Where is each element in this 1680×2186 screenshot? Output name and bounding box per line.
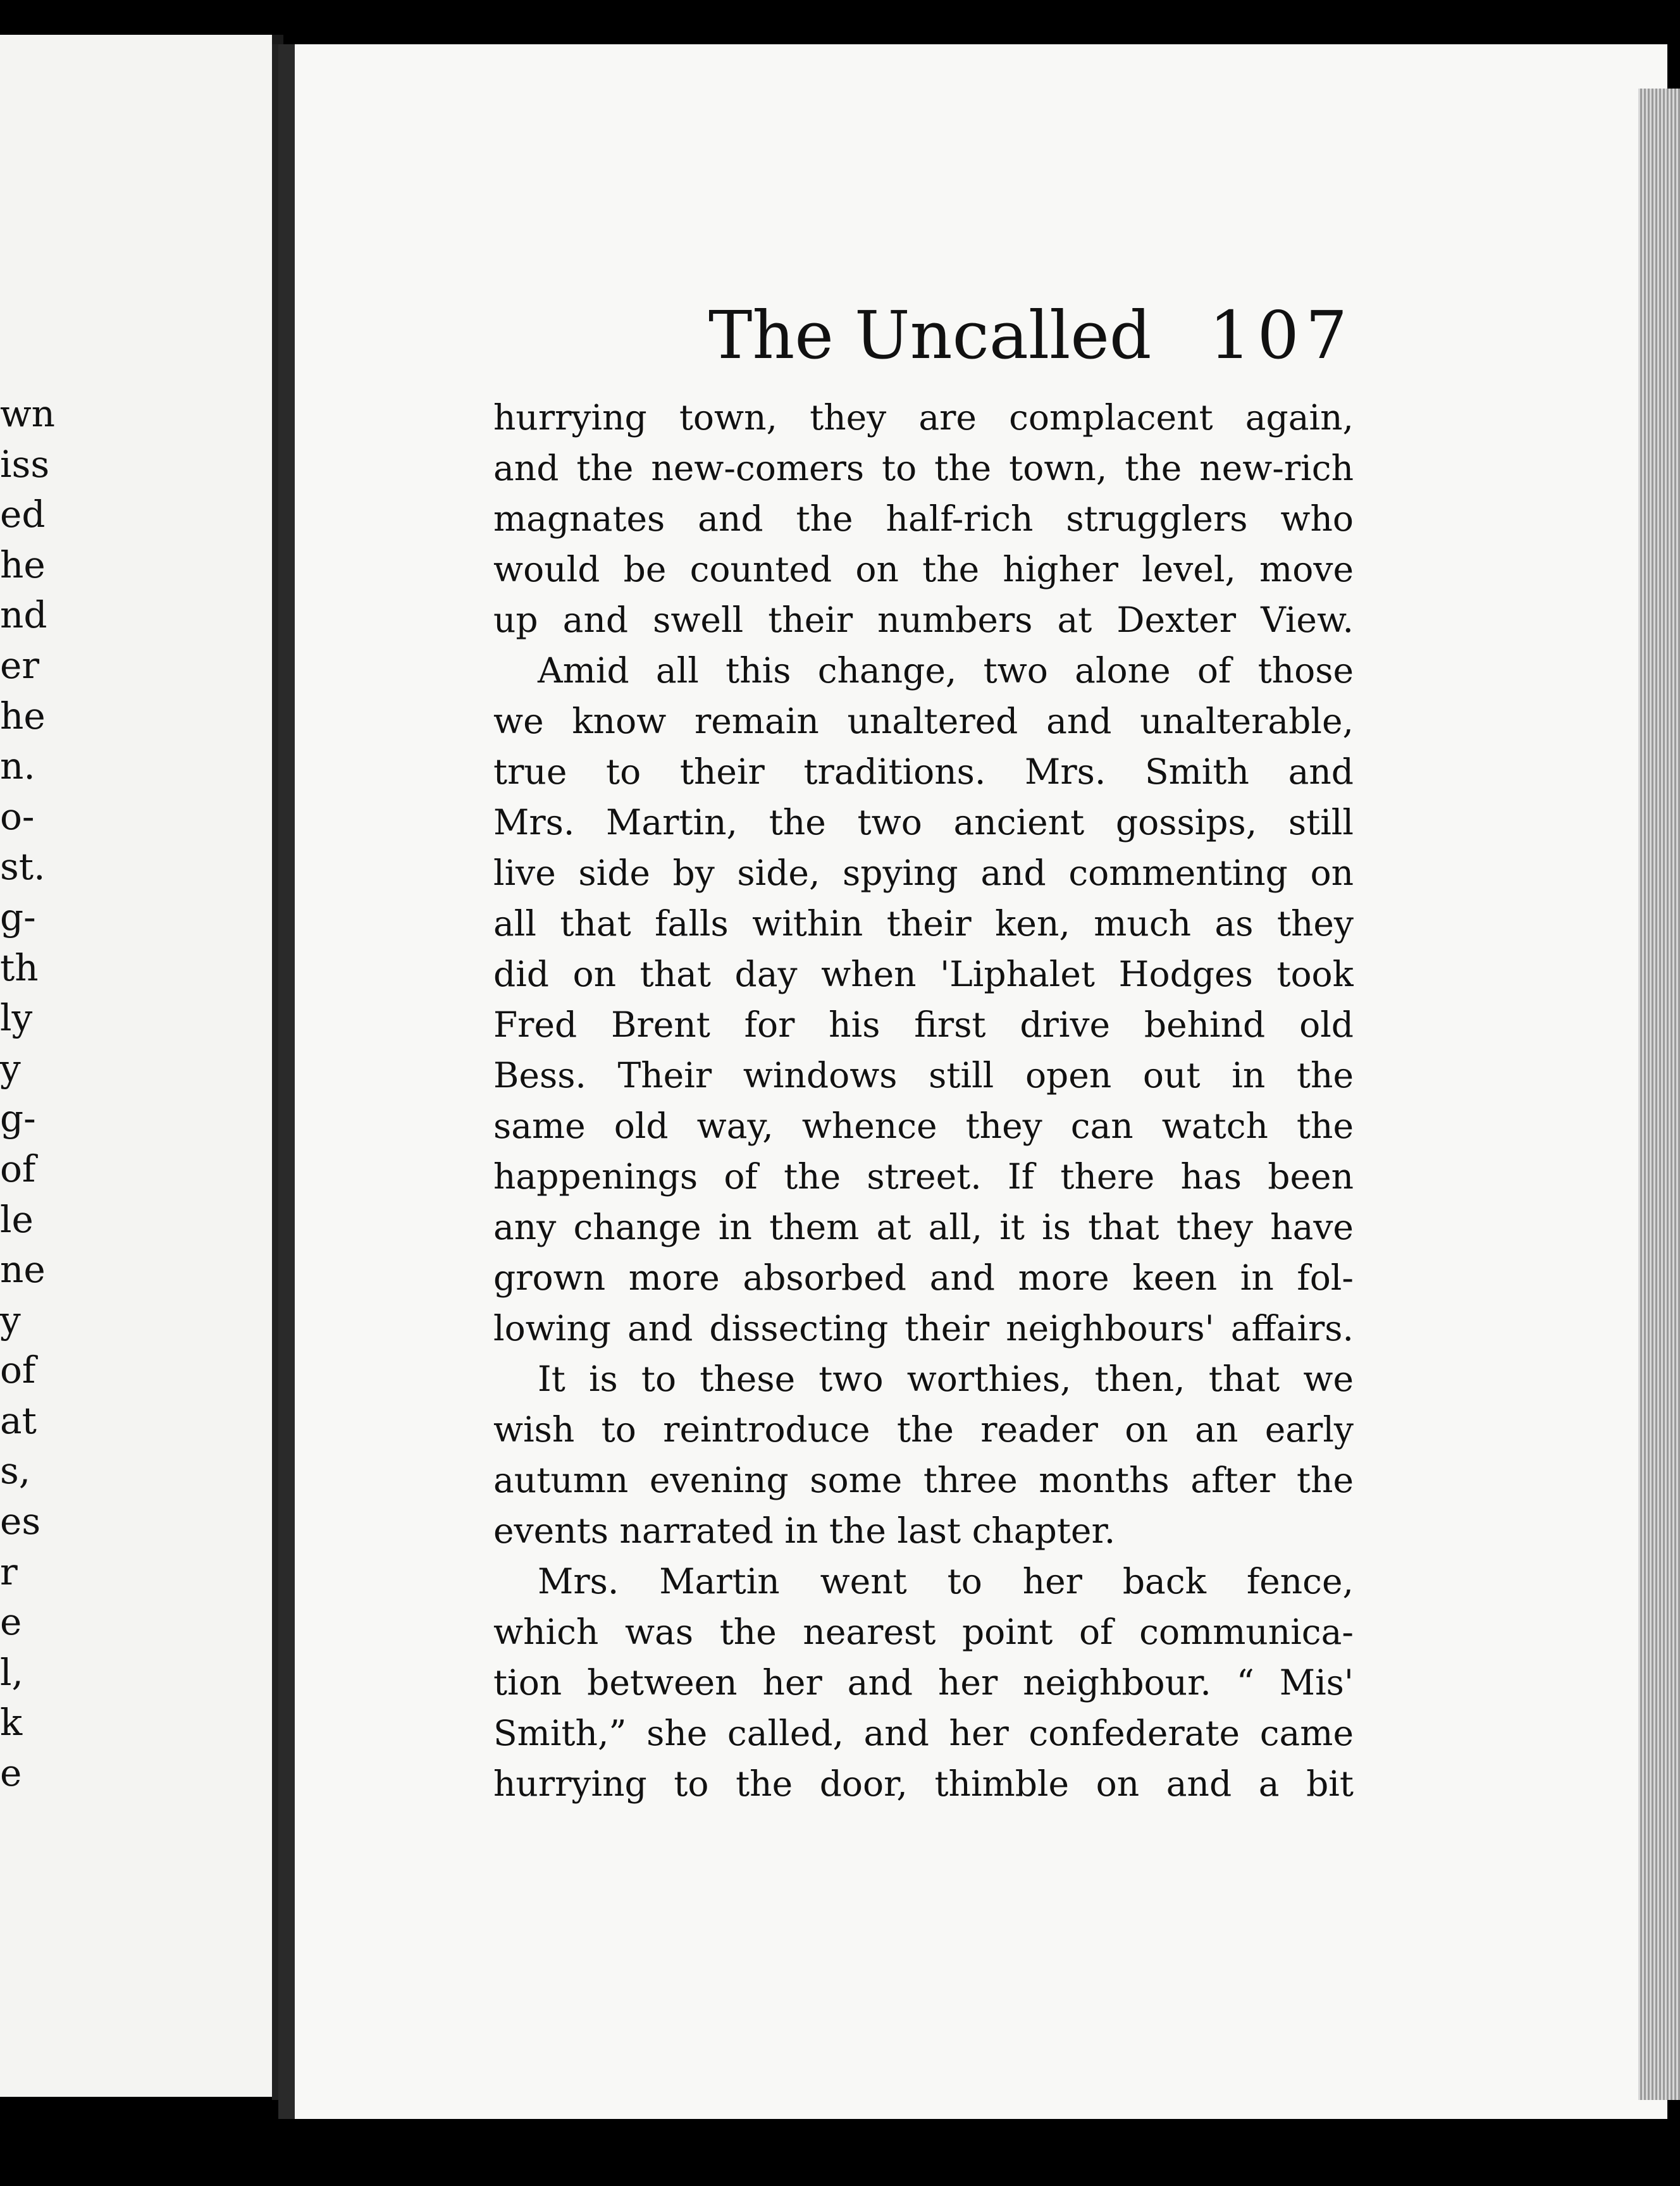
left-fragment: n.	[0, 744, 35, 788]
left-fragment: g-	[0, 895, 36, 939]
text-line: hurrying to the door, thimble on and a bit	[493, 1763, 1354, 1804]
text-line: wish to reintroduce the reader on an early	[493, 1409, 1354, 1450]
text-line: lowing and dissecting their neighbours' affairs.	[493, 1308, 1354, 1349]
text-line: up and swell their numbers at Dexter View.	[493, 600, 1354, 640]
left-fragment: wn	[0, 392, 55, 435]
left-fragment: nd	[0, 593, 47, 637]
text-line: live side by side, spying and commenting on	[493, 853, 1354, 893]
left-fragment: le	[0, 1197, 34, 1241]
left-fragment: ly	[0, 996, 33, 1040]
left-fragment: k	[0, 1701, 23, 1744]
text-line: Smith,” she called, and her confederate came	[493, 1713, 1354, 1753]
left-fragment: iss	[0, 442, 50, 486]
text-line: grown more absorbed and more keen in fol-	[493, 1257, 1354, 1298]
left-page	[0, 35, 283, 2097]
text-line: It is to these two worthies, then, that we	[538, 1359, 1354, 1399]
text-line: true to their traditions. Mrs. Smith and	[493, 751, 1354, 792]
left-fragment: e	[0, 1600, 22, 1644]
text-line: autumn evening some three months after the	[493, 1460, 1354, 1500]
text-line: events narrated in the last chapter.	[493, 1510, 1116, 1551]
left-fragment: y	[0, 1298, 21, 1342]
text-line: which was the nearest point of communica-	[493, 1612, 1354, 1652]
text-line: tion between her and her neighbour. “ Mis'	[493, 1662, 1354, 1703]
page-number: 107	[1209, 297, 1354, 374]
left-page-text-fragments	[0, 389, 63, 1799]
body-text	[493, 392, 1354, 1809]
text-line: Amid all this change, two alone of those	[538, 650, 1354, 691]
text-line: and the new-comers to the town, the new-rich	[493, 448, 1354, 488]
left-fragment: he	[0, 543, 46, 586]
left-fragment: g-	[0, 1097, 36, 1140]
text-line: Fred Brent for his first drive behind old	[493, 1004, 1354, 1045]
left-fragment: he	[0, 694, 46, 738]
text-line: all that falls within their ken, much as they	[493, 903, 1354, 944]
text-line: would be counted on the higher level, move	[493, 549, 1354, 590]
left-fragment: s,	[0, 1449, 31, 1493]
text-line: magnates and the half-rich strugglers who	[493, 498, 1354, 539]
text-line: happenings of the street. If there has been	[493, 1156, 1354, 1197]
left-fragment: at	[0, 1399, 37, 1442]
left-fragment: er	[0, 643, 40, 687]
page-edges	[1638, 89, 1680, 2100]
text-line: Bess. Their windows still open out in the	[493, 1055, 1354, 1096]
text-line: Mrs. Martin, the two ancient gossips, still	[493, 802, 1354, 843]
left-fragment: e	[0, 1751, 22, 1795]
left-fragment: th	[0, 946, 39, 989]
running-head-title: The Uncalled	[708, 297, 1152, 374]
left-fragment: ne	[0, 1248, 46, 1292]
left-fragment: es	[0, 1500, 41, 1543]
text-line: Mrs. Martin went to her back fence,	[538, 1561, 1354, 1602]
running-head	[708, 288, 1354, 383]
left-fragment: y	[0, 1046, 21, 1090]
left-fragment: o-	[0, 794, 35, 838]
left-fragment: l,	[0, 1650, 23, 1694]
text-line: same old way, whence they can watch the	[493, 1106, 1354, 1146]
text-line: any change in them at all, it is that they have	[493, 1207, 1354, 1247]
text-line: hurrying town, they are complacent again,	[493, 397, 1354, 438]
left-fragment: of	[0, 1349, 36, 1392]
left-fragment: st.	[0, 845, 46, 889]
text-line: we know remain unaltered and unalterable,	[493, 701, 1354, 741]
left-fragment: ed	[0, 493, 46, 536]
text-line: did on that day when 'Liphalet Hodges took	[493, 954, 1354, 994]
left-fragment: of	[0, 1147, 36, 1190]
left-fragment: r	[0, 1550, 18, 1593]
